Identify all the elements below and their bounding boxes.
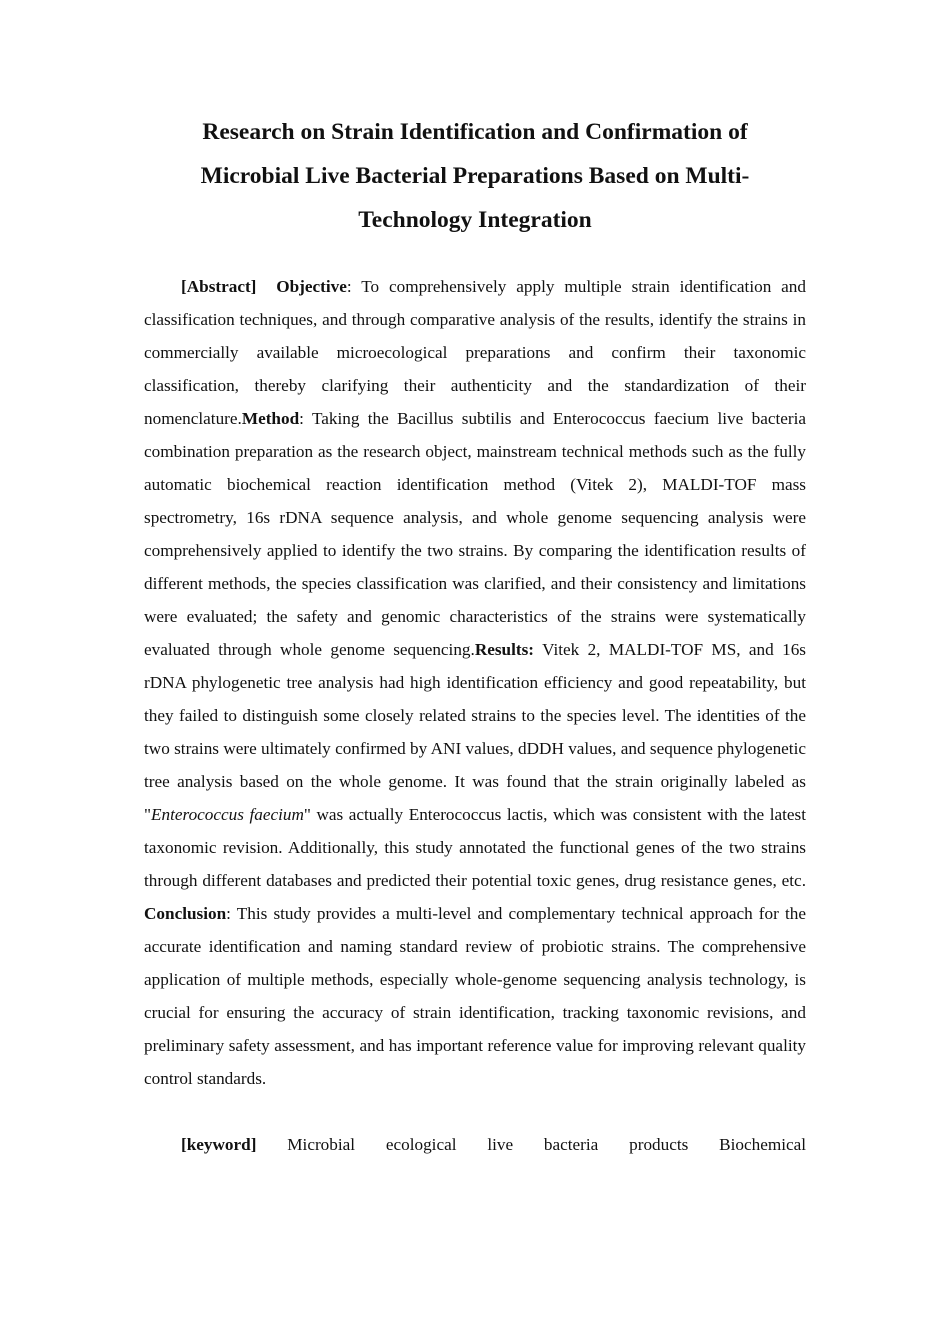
objective-label: Objective	[276, 277, 347, 296]
conclusion-text: : This study provides a multi-level and complementary technical approach for the accurate identification and naming standard review of probiotic strains. The comprehensive application of multiple methods, especially whole-genome sequencing analysis technology, is crucial for ensuring the accuracy of strain identification, tracking taxonomic revisions, and preliminary safety assessment, and has important reference value for improving relevant quality control standards.	[144, 904, 806, 1088]
results-text-continued: " was actually Enterococcus lactis, which was consistent with the latest taxonomic revision. Additionally, this study annotated the functional genes of the two strains through different databases and predicted their potential toxic genes, drug resistance genes, etc.	[144, 805, 807, 890]
paper-page	[144, 110, 806, 1178]
objective-text: : To comprehensively apply multiple strain identification and classification techniques, and through comparative analysis of the results, identify the strains in commercially available microecological preparations and confirm their taxonomic classification, thereby clarifying their authenticity and the standardization of their nomenclature.	[144, 277, 806, 428]
abstract-label: [Abstract]	[181, 277, 257, 296]
results-label: Results:	[474, 640, 535, 659]
method-label: Method	[241, 409, 300, 428]
keywords-text: Microbial ecological live bacteria products Biochemical	[287, 1135, 806, 1154]
conclusion-label: Conclusion	[144, 904, 227, 923]
keywords-paragraph	[144, 1128, 806, 1161]
paper-title: Research on Strain Identification and Confirmation of Microbial Live Bacterial Preparations Based on Multi-Technology Integration	[200, 119, 750, 233]
method-text: : Taking the Bacillus subtilis and Enterococcus faecium live bacteria combination preparation as the research object, mainstream technical methods such as the fully automatic biochemical reaction identification method (Vitek 2), MALDI-TOF mass spectrometry, 16s rDNA sequence analysis, and whole genome sequencing analysis were comprehensively applied to identify the two strains. By comparing the identification results of different methods, the species classification was clarified, and their consistency and limitations were evaluated; the safety and genomic characteristics of the strains were systematically evaluated through whole genome sequencing.	[144, 409, 806, 659]
results-text: Vitek 2, MALDI-TOF MS, and 16s rDNA phylogenetic tree analysis had high identification efficiency and good repeatability, but they failed to distinguish some closely related strains to the species level. The identities of the two strains were ultimately confirmed by ANI values, dDDH values, and sequence phylogenetic tree analysis based on the whole genome. It was found that the strain originally labeled as "	[144, 640, 806, 824]
results-italic-species: Enterococcus faecium	[151, 805, 304, 824]
abstract-paragraph	[144, 270, 806, 1095]
keywords-label: [keyword]	[181, 1135, 257, 1154]
